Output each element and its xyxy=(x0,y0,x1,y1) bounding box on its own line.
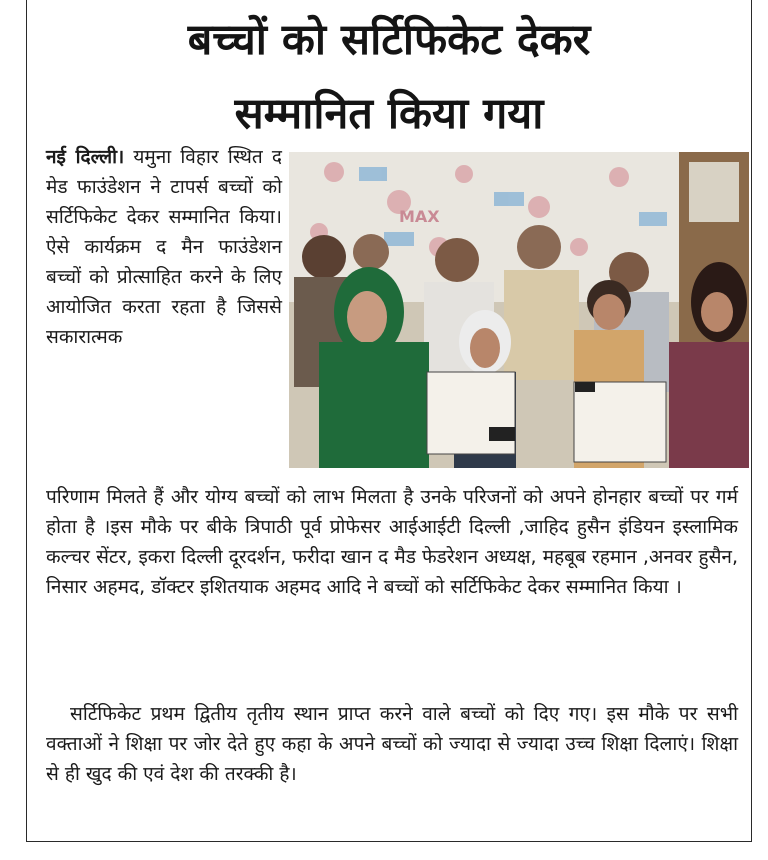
headline-line-2: सम्मानित किया गया xyxy=(234,89,544,139)
headline-line-1: बच्चों को सर्टिफिकेट देकर xyxy=(187,15,591,65)
article-paragraph-2: सर्टिफिकेट प्रथम द्वितीय तृतीय स्थान प्राप्त करने वाले बच्चों को दिए गए। इस मौके पर सभी वक्ताओं ने शिक्षा पर जोर देते हुए कहा के अपने बच्चों को ज्यादा से ज्यादा उच्च शिक्षा दिलाएं। शिक्षा से ही खुद की एवं देश की तरक्की है। xyxy=(46,703,738,785)
column-body: यमुना विहार स्थित द मेड फाउंडेशन ने टापर्स बच्चों को सर्टिफिकेट देकर सम्मानित किया। ऐसे कार्यक्रम द मैन फाउंडेशन बच्चों को प्रोत्साहित करने के लिए आयोजित करता रहता है जिससे सकारात्मक xyxy=(46,146,282,348)
dateline: नई दिल्ली। xyxy=(46,146,125,168)
article-column-text xyxy=(46,142,282,352)
article-paragraph-1: परिणाम मिलते हैं और योग्य बच्चों को लाभ मिलता है उनके परिजनों को अपने होनहार बच्चों पर गर्म होता है ।इस मौके पर बीके त्रिपाठी पूर्व प्रोफेसर आईआईटी दिल्ली ,जाहिद हुसैन इंडियन इस्लामिक कल्चर सेंटर, इकरा दिल्ली दूरदर्शन, फरीदा खान द मैड फेडरेशन अध्यक्ष, महबूब रहमान ,अनवर हुसैन, निसार अहमद, डॉक्टर इशितयाक अहमद आदि ने बच्चों को सर्टिफिकेट देकर सम्मानित किया । xyxy=(46,486,738,598)
banner-text: MAX xyxy=(399,207,440,226)
news-photo xyxy=(289,152,749,468)
photo-illustration xyxy=(289,152,749,468)
